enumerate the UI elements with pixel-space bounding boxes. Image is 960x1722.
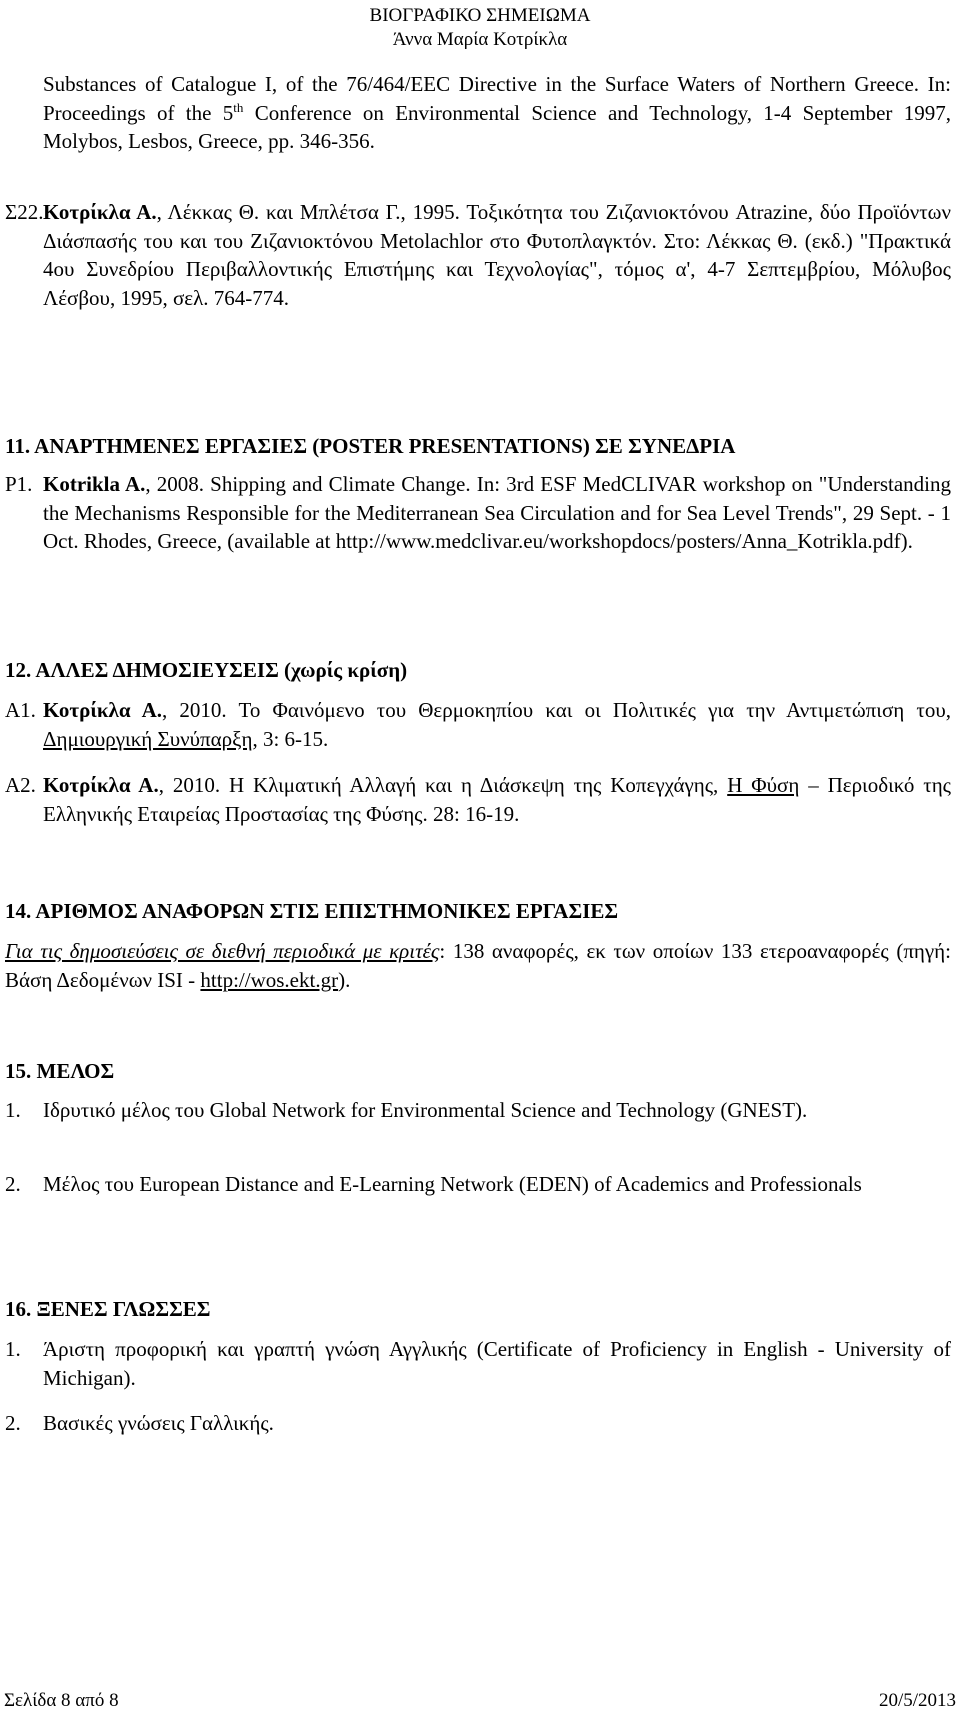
reference-text: , 2010. Η Κλιματική Αλλαγή και η Διάσκεψη της Κοπεγχάγης, xyxy=(158,773,728,797)
reference-text: , 2010. Το Φαινόμενο του Θερμοκηπίου και οι Πολιτικές για την Αντιμετώπιση του, xyxy=(162,698,951,722)
continuation-text: Substances of Catalogue I, of the 76/464/EEC Directive in the Surface Waters of Northern Greece. In: Proceedings of the 5 xyxy=(43,72,951,125)
journal-name: Η Φύση xyxy=(727,773,800,797)
reference-author: Κοτρίκλα Α. xyxy=(43,773,159,797)
citations-end: ). xyxy=(338,967,351,992)
section-15-heading: 15. ΜΕΛΟΣ xyxy=(5,1059,115,1083)
item-text: Ιδρυτικό μέλος του Global Network for Environmental Science and Technology (GNEST). xyxy=(43,1098,808,1122)
journal-name: Δημιουργική Συνύπαρξη xyxy=(43,726,253,751)
reference-p1 xyxy=(5,470,951,556)
item-text: Μέλος του European Distance and E-Learning Network (EDEN) of Academics and Professionals xyxy=(43,1172,862,1196)
citations-paragraph xyxy=(5,937,951,994)
item-number: 1. xyxy=(5,1098,21,1122)
item-number: 2. xyxy=(5,1172,21,1196)
page-number: Σελίδα 8 από 8 xyxy=(4,1690,119,1711)
language-item xyxy=(5,1409,951,1438)
header-title: ΒΙΟΓΡΑΦΙΚΟ ΣΗΜΕΙΩΜΑ xyxy=(369,5,591,26)
reference-number: P1. xyxy=(5,472,33,496)
citations-text: : 138 αναφορές, εκ των οποίων 133 ετεροαναφορές (πηγή: Βάση Δεδομένων ISI - xyxy=(5,939,951,992)
reference-body xyxy=(43,771,951,828)
isi-link[interactable]: http://wos.ekt.gr xyxy=(200,967,339,992)
footer-date: 20/5/2013 xyxy=(878,1690,956,1711)
superscript: th xyxy=(233,99,244,115)
reference-text-end: , 3: 6-15. xyxy=(252,726,329,751)
reference-a2 xyxy=(5,771,951,828)
section-11-heading: 11. ΑΝΑΡΤΗΜΕΝΕΣ ΕΡΓΑΣΙΕΣ (POSTER PRESENTATIONS) ΣΕ ΣΥΝΕΔΡΙΑ xyxy=(5,434,736,458)
language-item xyxy=(5,1335,951,1392)
reference-author: Κοτρίκλα Α. xyxy=(43,200,157,224)
section-14-heading: 14. ΑΡΙΘΜΟΣ ΑΝΑΦΟΡΩΝ ΣΤΙΣ ΕΠΙΣΤΗΜΟΝΙΚΕΣ ΕΡΓΑΣΙΕΣ xyxy=(5,899,619,923)
reference-body xyxy=(43,696,951,753)
reference-author: Kotrikla A. xyxy=(43,472,146,496)
reference-continuation xyxy=(43,70,951,156)
section-16-heading: 16. ΞΕΝΕΣ ΓΛΩΣΣΕΣ xyxy=(5,1297,211,1321)
reference-a1 xyxy=(5,696,951,753)
membership-item xyxy=(5,1170,951,1199)
reference-author: Κοτρίκλα Α. xyxy=(43,698,162,722)
reference-text: , Λέκκας Θ. και Μπλέτσα Γ., 1995. Τοξικότητα του Ζιζανιοκτόνου Atrazine, δύο Προϊόντων Διάσπασής του και του Ζιζανιοκτόνου Metolachlor στο Φυτοπλαγκτόν. Στο: Λέκκας Θ. (εκδ.) "Πρακτικά 4ου Συνεδρίου Περιβαλλοντικής Επιστήμης και Τεχνολογίας", τόμος α', 4-7 Σεπτεμβρίου, Μόλυβος Λέσβου, 1995, σελ. 764-774. xyxy=(43,200,951,310)
continuation-text-end: Conference on Environmental Science and Technology, 1-4 September 1997, Molybos, Lesbos, Greece, pp. 346-356. xyxy=(43,100,951,153)
reference-number: Α2. xyxy=(5,773,36,797)
page-header xyxy=(0,4,960,52)
reference-body xyxy=(43,198,951,312)
reference-text: , 2008. Shipping and Climate Change. In: 3rd ESF MedCLIVAR workshop on "Understanding the Mechanisms Responsible for the Mediterranean Sea Circulation and for Sea Level Trends", 29 Sept. - 1 Oct. Rhodes, Greece, (available at http://www.medclivar.eu/workshopdocs/posters/Anna_Kotrikla.pdf). xyxy=(43,472,951,553)
reference-text-end: – Περιοδικό της Ελληνικής Εταιρείας Προστασίας της Φύσης. 28: 16-19. xyxy=(43,773,951,826)
item-text: Άριστη προφορική και γραπτή γνώση Αγγλικής (Certificate of Proficiency in English - University of Michigan). xyxy=(43,1337,951,1390)
reference-number: Α1. xyxy=(5,698,36,722)
item-number: 2. xyxy=(5,1411,21,1435)
reference-s22 xyxy=(5,198,951,312)
item-text: Βασικές γνώσεις Γαλλικής. xyxy=(43,1411,274,1435)
header-name: Άννα Μαρία Κοτρίκλα xyxy=(392,29,568,50)
membership-item xyxy=(5,1096,951,1125)
reference-body xyxy=(43,470,951,556)
reference-number: Σ22. xyxy=(5,200,44,224)
item-number: 1. xyxy=(5,1337,21,1361)
section-12-heading: 12. ΑΛΛΕΣ ΔΗΜΟΣΙΕΥΣΕΙΣ (χωρίς κρίση) xyxy=(5,658,408,682)
citations-lead: Για τις δημοσιεύσεις σε διεθνή περιοδικά με κριτές xyxy=(5,939,440,963)
